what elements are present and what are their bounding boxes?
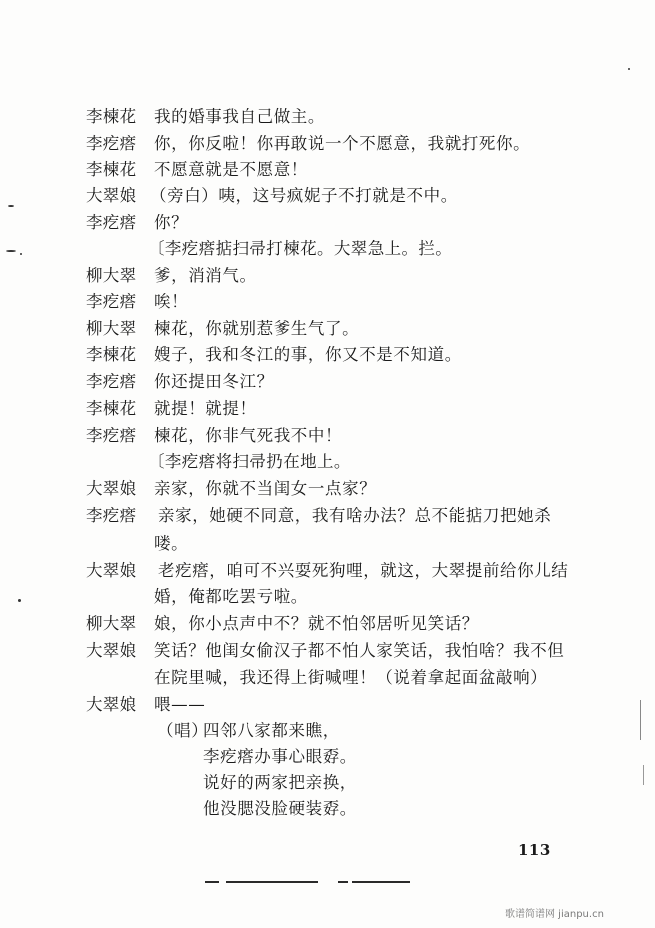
- song-verse: 说好的两家把亲换，: [203, 773, 357, 792]
- speaker-name: 柳大翠: [86, 614, 137, 633]
- dialogue-text: 你还提田冬江？: [154, 372, 274, 391]
- bottom-rule-fragment: [226, 881, 318, 883]
- speaker-name: 大翠娘: [86, 695, 137, 714]
- scan-speck: [8, 205, 14, 207]
- speaker-name: 大翠娘: [86, 561, 137, 580]
- dialogue-text: 楝花，你就别惹爹生气了。: [154, 319, 360, 338]
- dialogue-text: 楝花，你非气死我不中！: [154, 426, 343, 445]
- speaker-name: 柳大翠: [86, 319, 137, 338]
- dialogue-text: 你？: [154, 213, 189, 232]
- stage-direction: 〔李疙瘩将扫帚扔在地上。: [148, 452, 351, 471]
- scan-speck: [628, 68, 630, 70]
- dialogue-text: 娘，你小点声中不？就不怕邻居听见笑话？: [154, 614, 479, 633]
- dialogue-text: 亲家，她硬不同意，我有啥办法？总不能掂刀把她杀: [158, 506, 552, 525]
- scan-speck: [18, 599, 21, 602]
- speaker-name: 大翠娘: [86, 186, 137, 205]
- dialogue-text: 你，你反啦！你再敢说一个不愿意，我就打死你。: [154, 134, 531, 153]
- dialogue-text-continued: 婚，俺都吃罢亏啦。: [154, 587, 308, 606]
- dialogue-text: 笑话？他闺女偷汉子都不怕人家笑话，我怕啥？我不但: [154, 641, 565, 660]
- dialogue-text-continued: 在院里喊，我还得上街喊哩！（说着拿起面盆敲响）: [154, 668, 548, 687]
- scan-speck: [640, 700, 641, 740]
- dialogue-text: 就提！就提！: [154, 399, 257, 418]
- speaker-name: 李疙瘩: [86, 426, 137, 445]
- speaker-name: 李楝花: [86, 399, 137, 418]
- speaker-name: 李楝花: [86, 160, 137, 179]
- bottom-rule-fragment: [338, 881, 348, 883]
- song-label: （唱）: [157, 721, 209, 740]
- speaker-name: 李疙瘩: [86, 372, 137, 391]
- stage-direction: 〔李疙瘩掂扫帚打楝花。大翠急上。拦。: [148, 239, 453, 258]
- dialogue-text-continued: 喽。: [154, 534, 189, 553]
- scan-speck: [6, 250, 16, 252]
- dialogue-text: 爹，消消气。: [154, 266, 257, 285]
- dialogue-text: 亲家，你就不当闺女一点家？: [154, 479, 377, 498]
- page-number: 113: [518, 841, 551, 859]
- song-verse: 四邻八家都来瞧，: [203, 721, 340, 740]
- song-verse: 李疙瘩办事心眼孬。: [203, 747, 357, 766]
- scan-speck: [20, 253, 22, 255]
- dialogue-text: 不愿意就是不愿意！: [154, 160, 308, 179]
- speaker-name: 大翠娘: [86, 641, 137, 660]
- dialogue-text: 唉！: [154, 292, 189, 311]
- dialogue-text: 喂——: [154, 695, 206, 714]
- dialogue-text: 嫂子，我和冬江的事，你又不是不知道。: [154, 345, 462, 364]
- speaker-name: 李疙瘩: [86, 506, 137, 525]
- speaker-name: 柳大翠: [86, 266, 137, 285]
- dialogue-text: 老疙瘩，咱可不兴耍死狗哩，就这，大翠提前给你儿结: [158, 561, 569, 580]
- song-verse: 他没腮没脸硬装孬。: [203, 799, 357, 818]
- speaker-name: 李疙瘩: [86, 134, 137, 153]
- speaker-name: 李楝花: [86, 107, 137, 126]
- bottom-rule-fragment: [352, 881, 410, 883]
- watermark-text: 歌谱简谱网 jianpu.cn: [505, 909, 604, 920]
- bottom-rule-fragment: [205, 881, 219, 883]
- speaker-name: 大翠娘: [86, 479, 137, 498]
- speaker-name: 李疙瘩: [86, 213, 137, 232]
- speaker-name: 李疙瘩: [86, 292, 137, 311]
- speaker-name: 李楝花: [86, 345, 137, 364]
- dialogue-text: （旁白）咦，这号疯妮子不打就是不中。: [150, 186, 458, 205]
- dialogue-text: 我的婚事我自己做主。: [154, 107, 325, 126]
- scan-speck: [643, 765, 644, 785]
